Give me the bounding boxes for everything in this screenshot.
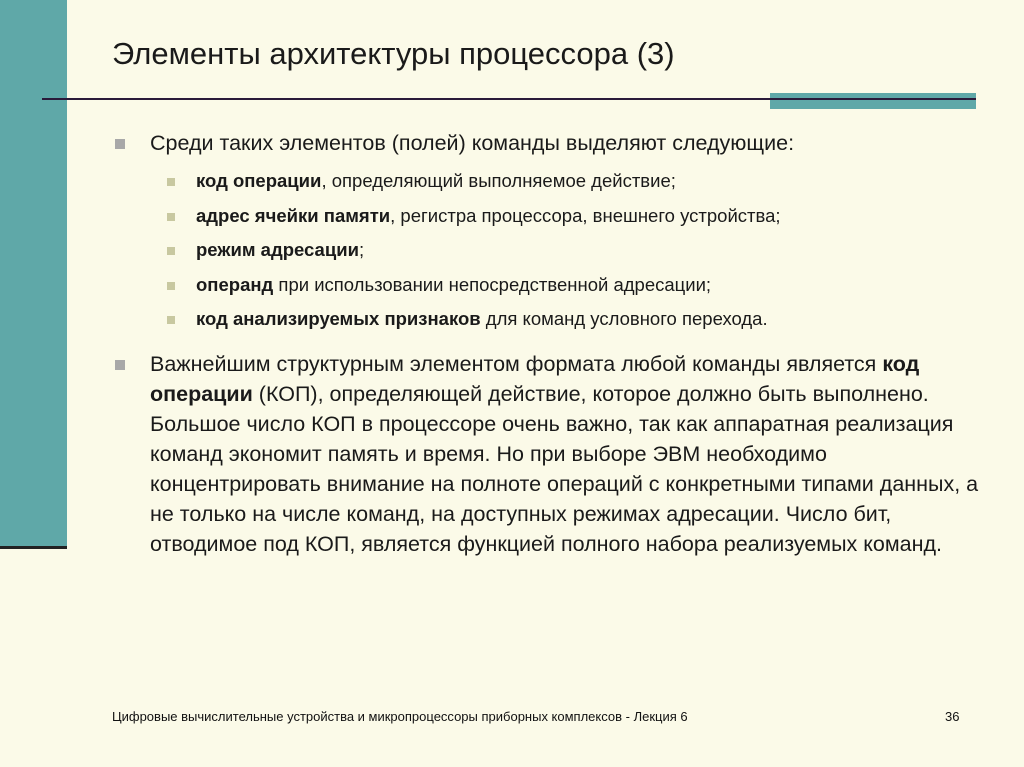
square-bullet-icon xyxy=(167,282,175,290)
sub-item-3-bold: режим адресации xyxy=(196,239,359,260)
sub-item-5 xyxy=(162,302,992,337)
square-bullet-icon xyxy=(167,213,175,221)
sub-item-2-text: , регистра процессора, внешнего устройства; xyxy=(390,204,781,226)
sub-item-1-bold: код операции xyxy=(196,170,322,191)
sub-item-2 xyxy=(162,199,992,234)
bullet-1-text: Среди таких элементов (полей) команды выделяют следующие: xyxy=(150,131,795,155)
page-number: 36 xyxy=(945,709,960,724)
bullet-item-2 xyxy=(112,349,992,559)
left-accent-bar xyxy=(0,0,67,546)
sub-item-1 xyxy=(162,164,992,199)
sub-item-5-text: для команд условного перехода. xyxy=(480,308,768,329)
sub-item-4-text: при использовании непосредственной адресации; xyxy=(273,273,712,295)
square-bullet-icon xyxy=(167,316,175,324)
square-bullet-icon xyxy=(115,139,125,149)
sub-item-5-bold: код анализируемых признаков xyxy=(196,308,481,329)
sub-item-3 xyxy=(162,233,992,268)
sub-item-1-text: , определяющий выполняемое действие; xyxy=(321,170,676,191)
sub-item-4-bold: операнд xyxy=(196,273,274,295)
slide-footer: Цифровые вычислительные устройства и микропроцессоры приборных комплексов - Лекция 6 xyxy=(112,709,688,724)
bullet-2-bold: код операции xyxy=(150,351,920,406)
slide-title: Элементы архитектуры процессора (3) xyxy=(112,36,675,71)
sub-list xyxy=(162,164,992,337)
bullet-item-1 xyxy=(112,128,992,158)
square-bullet-icon xyxy=(115,360,125,370)
square-bullet-icon xyxy=(167,178,175,186)
title-accent-bar xyxy=(770,93,976,109)
sub-item-4 xyxy=(162,268,992,303)
bullet-2-text-end: (КОП), определяющей действие, которое должно быть выполнено. Большое число КОП в процессоре очень важно, так как аппаратная реализация команд экономит память и время. Но при выборе ЭВМ необходимо концентрировать внимание на полноте операций с конкретными типами данных, а не только на числе команд, на доступных режимах адресации. Число бит, отводимое под КОП, является функцией полного набора реализуемых команд. xyxy=(150,381,979,556)
title-divider xyxy=(42,98,976,100)
left-bar-underline xyxy=(0,546,67,549)
sub-item-2-bold: адрес ячейки памяти xyxy=(196,204,391,226)
slide-content xyxy=(112,128,992,565)
bullet-2-text-start: Важнейшим структурным элементом формата любой команды является xyxy=(150,351,883,376)
sub-item-3-text: ; xyxy=(358,239,365,260)
square-bullet-icon xyxy=(167,247,175,255)
